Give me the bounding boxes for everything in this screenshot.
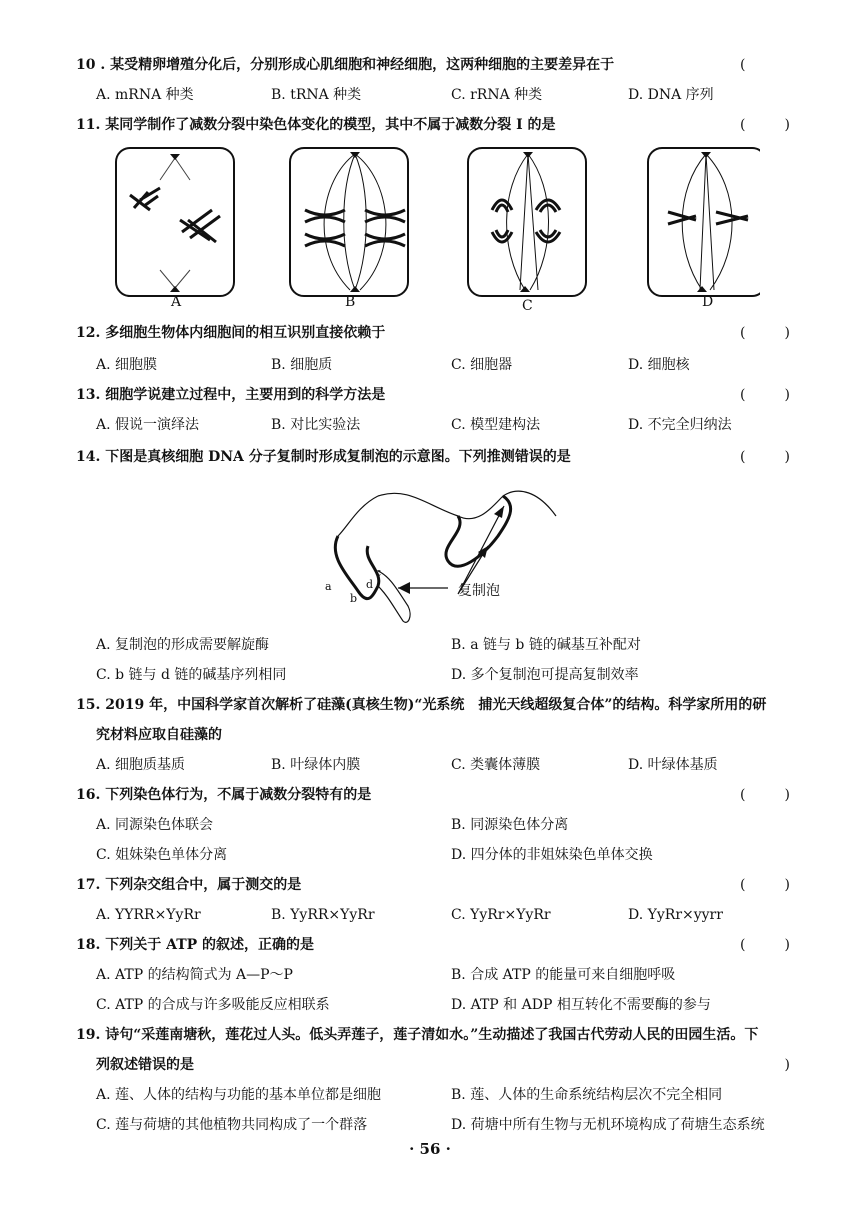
answer-parentheses: ( ) xyxy=(740,117,790,133)
option-c: C. rRNA 种类 xyxy=(451,87,543,103)
option-c: C. ATP 的合成与许多吸能反应相联系 xyxy=(96,997,330,1013)
options-row xyxy=(96,634,800,656)
options-row xyxy=(96,754,800,776)
option-c: C. 细胞器 xyxy=(451,357,513,373)
question-stem: 10 . 某受精卵增殖分化后，分别形成心肌细胞和神经细胞，这两种细胞的主要差异在于 xyxy=(76,57,615,73)
option-a: A. 假说一演绎法 xyxy=(96,417,200,433)
question-10 xyxy=(76,54,800,76)
option-b: B. 叶绿体内膜 xyxy=(271,757,361,773)
question-14 xyxy=(76,446,800,468)
question-stem: 17. 下列杂交组合中，属于测交的是 xyxy=(76,877,302,893)
replication-bubble-label: 复制泡 xyxy=(458,583,500,599)
option-d: D. 多个复制泡可提高复制效率 xyxy=(451,667,639,683)
option-b: B. YyRR×YyRr xyxy=(271,907,375,923)
figure-label-d: D xyxy=(702,294,714,310)
options-row xyxy=(96,904,800,926)
options-row xyxy=(96,414,800,436)
option-a: A. 同源染色体联会 xyxy=(96,817,214,833)
option-b: B. a 链与 b 链的碱基互补配对 xyxy=(451,637,641,653)
option-b: B. 合成 ATP 的能量可来自细胞呼吸 xyxy=(451,967,676,983)
question-18 xyxy=(76,934,800,956)
options-row xyxy=(96,354,800,376)
option-d: D. 四分体的非姐妹染色单体交换 xyxy=(451,847,653,863)
question-stem: 12. 多细胞生物体内细胞间的相互识别直接依赖于 xyxy=(76,325,386,341)
option-c: C. YyRr×YyRr xyxy=(451,907,551,923)
option-a: A. ATP 的结构简式为 A—P～P xyxy=(96,967,293,983)
question-stem: 14. 下图是真核细胞 DNA 分子复制时形成复制泡的示意图。下列推测错误的是 xyxy=(76,449,571,465)
options-row xyxy=(96,664,800,686)
option-b: B. 对比实验法 xyxy=(271,417,361,433)
question-stem-continued: 列叙述错误的是 xyxy=(96,1057,194,1073)
question-stem: 16. 下列染色体行为，不属于减数分裂特有的是 xyxy=(76,787,372,803)
option-a: A. mRNA 种类 xyxy=(96,87,194,103)
question-11 xyxy=(76,114,800,136)
question-stem: 15. 2019 年，中国科学家首次解析了硅藻(真核生物)“光系统 捕光天线超级复合体”的结构。科学家所用的研 xyxy=(76,697,767,713)
answer-parentheses: ( ) xyxy=(740,787,790,803)
options-row xyxy=(96,1114,800,1136)
option-c: C. 类囊体薄膜 xyxy=(451,757,541,773)
answer-parentheses: ( xyxy=(740,57,746,73)
answer-parentheses: ( ) xyxy=(740,325,790,341)
options-row xyxy=(96,844,800,866)
answer-parentheses: ( ) xyxy=(740,387,790,403)
answer-parentheses: ( ) xyxy=(740,937,790,953)
options-row xyxy=(96,964,800,986)
question-stem: 11. 某同学制作了减数分裂中染色体变化的模型，其中不属于减数分裂 I 的是 xyxy=(76,117,556,133)
option-c: C. 莲与荷塘的其他植物共同构成了一个群落 xyxy=(96,1117,368,1133)
answer-parentheses: ( ) xyxy=(740,877,790,893)
question-15 xyxy=(76,694,800,716)
option-d: D. 不完全归纳法 xyxy=(628,417,732,433)
option-d: D. ATP 和 ADP 相互转化不需要酶的参与 xyxy=(451,997,711,1013)
option-c: C. 模型建构法 xyxy=(451,417,541,433)
option-d: D. 细胞核 xyxy=(628,357,690,373)
option-b: B. 莲、人体的生命系统结构层次不完全相同 xyxy=(451,1087,723,1103)
strand-label-c: c xyxy=(375,566,382,579)
answer-parentheses: ) xyxy=(784,1057,790,1073)
strand-label-b: b xyxy=(350,592,358,605)
option-b: B. 细胞质 xyxy=(271,357,333,373)
question-stem: 18. 下列关于 ATP 的叙述，正确的是 xyxy=(76,937,315,953)
option-c: C. b 链与 d 链的碱基序列相同 xyxy=(96,667,287,683)
options-row xyxy=(96,994,800,1016)
options-row xyxy=(96,814,800,836)
figure-label-a: A xyxy=(171,294,182,310)
option-a: A. 细胞质基质 xyxy=(96,757,186,773)
question-13 xyxy=(76,384,800,406)
question-16 xyxy=(76,784,800,806)
question-stem: 19. 诗句“采莲南塘秋，莲花过人头。低头弄莲子，莲子清如水。”生动描述了我国古代劳动人民的田园生活。下 xyxy=(76,1027,759,1043)
page-number: · 56 · xyxy=(409,1140,451,1158)
option-a: A. 复制泡的形成需要解旋酶 xyxy=(96,637,270,653)
option-d: D. 叶绿体基质 xyxy=(628,757,718,773)
options-row xyxy=(96,1084,800,1106)
question-17 xyxy=(76,874,800,896)
option-d: D. YyRr×yyrr xyxy=(628,907,723,923)
option-b: B. tRNA 种类 xyxy=(271,87,362,103)
figure-label-c: C xyxy=(522,298,533,314)
option-c: C. 姐妹染色单体分离 xyxy=(96,847,228,863)
option-d: D. DNA 序列 xyxy=(628,87,714,103)
options-row xyxy=(96,84,800,106)
question-12 xyxy=(76,322,800,344)
question-19-continued xyxy=(96,1054,800,1076)
option-a: A. 莲、人体的结构与功能的基本单位都是细胞 xyxy=(96,1087,382,1103)
option-a: A. 细胞膜 xyxy=(96,357,158,373)
meiosis-cells-figure xyxy=(100,140,760,315)
option-b: B. 同源染色体分离 xyxy=(451,817,569,833)
strand-label-a: a xyxy=(325,580,332,593)
question-stem-continued: 究材料应取自硅藻的 xyxy=(96,727,222,743)
option-a: A. YYRR×YyRr xyxy=(96,907,201,923)
question-19 xyxy=(76,1024,800,1046)
answer-parentheses: ( ) xyxy=(740,449,790,465)
question-stem: 13. 细胞学说建立过程中，主要用到的科学方法是 xyxy=(76,387,386,403)
strand-label-d: d xyxy=(366,578,374,591)
option-d: D. 荷塘中所有生物与无机环境构成了荷塘生态系统 xyxy=(451,1117,765,1133)
figure-label-b: B xyxy=(345,294,356,310)
question-15-continued xyxy=(96,724,800,746)
